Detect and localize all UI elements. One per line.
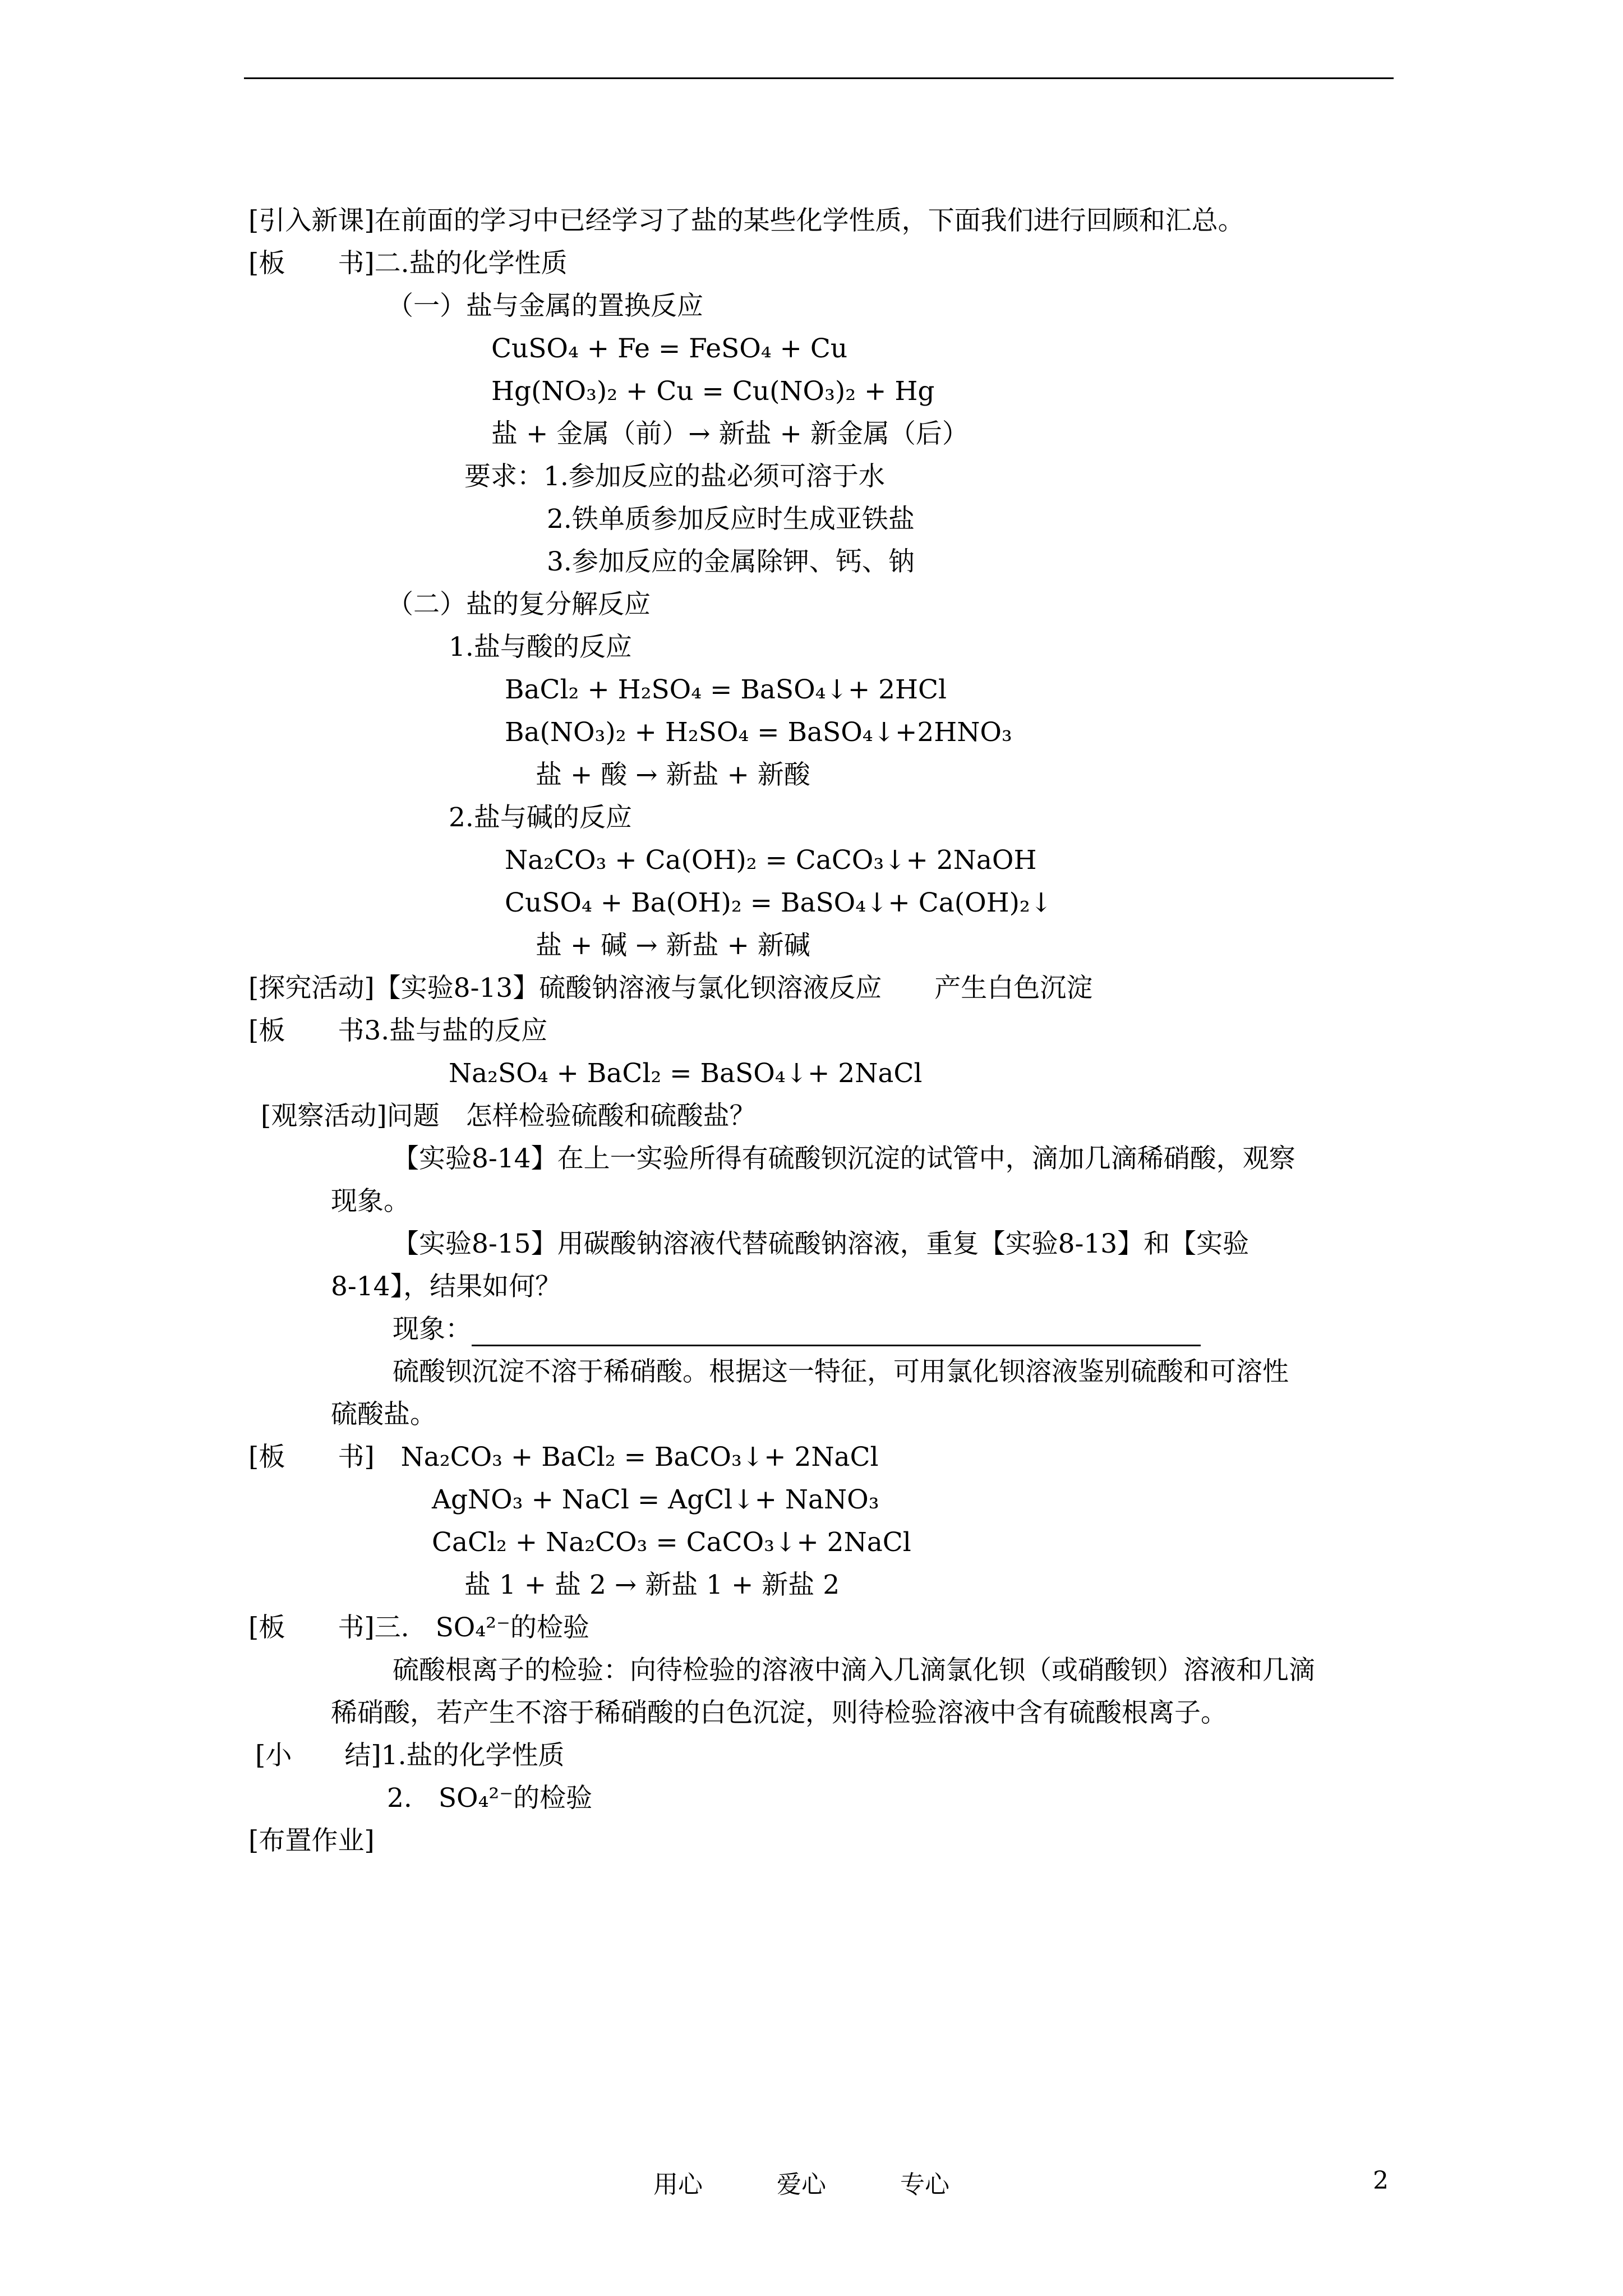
section-heading-double-decomposition: （二）盐的复分解反应: [387, 589, 651, 620]
sulfate-test-paragraph: 硫酸根离子的检验：向待检验的溶液中滴入几滴氯化钡（或硝酸钡）溶液和几滴: [393, 1655, 1315, 1686]
sulfate-test-paragraph: 稀硝酸，若产生不溶于稀硝酸的白色沉淀，则待检验溶液中含有硫酸根离子。: [331, 1697, 1227, 1728]
page-number: 2: [1373, 2166, 1389, 2195]
requirement-line: 要求：1.参加反应的盐必须可溶于水: [464, 461, 885, 492]
section-heading-displacement: （一）盐与金属的置换反应: [387, 291, 703, 321]
general-formula: 盐 + 碱 → 新盐 + 新碱: [536, 930, 810, 961]
observation-activity-line: [观察活动]问题 怎样检验硫酸和硫酸盐？: [261, 1101, 756, 1131]
experiment-paragraph: 现象。: [331, 1186, 410, 1217]
board-heading-chemical-properties: [板 书]二.盐的化学性质: [248, 248, 568, 279]
summary-line: 2. SO₄²⁻的检验: [387, 1783, 593, 1814]
conclusion-paragraph: 硫酸盐。: [331, 1399, 436, 1430]
phenomenon-label: 现象：: [393, 1314, 472, 1345]
intro-line: [引入新课]在前面的学习中已经学习了盐的某些化学性质，下面我们进行回顾和汇总。: [248, 205, 1244, 236]
inquiry-activity-line: [探究活动]【实验8-13】硫酸钠溶液与氯化钡溶液反应 产生白色沉淀: [248, 973, 1093, 1004]
equation-line: Ba(NO₃)₂ + H₂SO₄ = BaSO₄↓+2HNO₃: [505, 717, 1012, 748]
requirement-line: 2.铁单质参加反应时生成亚铁盐: [547, 504, 915, 535]
phenomenon-blank[interactable]: [472, 1320, 1201, 1346]
summary-line: [小 结]1.盐的化学性质: [255, 1740, 565, 1771]
board-heading-salt-salt: [板 书3.盐与盐的反应: [248, 1015, 548, 1046]
board-equation-line: [板 书] Na₂CO₃ + BaCl₂ = BaCO₃↓+ 2NaCl: [248, 1442, 879, 1473]
equation-line: Hg(NO₃)₂ + Cu = Cu(NO₃)₂ + Hg: [491, 376, 935, 407]
equation-line: Na₂CO₃ + Ca(OH)₂ = CaCO₃↓+ 2NaOH: [505, 845, 1037, 876]
equation-line: BaCl₂ + H₂SO₄ = BaSO₄↓+ 2HCl: [505, 674, 947, 705]
equation-line: Na₂SO₄ + BaCl₂ = BaSO₄↓+ 2NaCl: [449, 1058, 923, 1089]
equation-line: AgNO₃ + NaCl = AgCl↓+ NaNO₃: [432, 1484, 879, 1515]
experiment-paragraph: 【实验8-14】在上一实验所得有硫酸钡沉淀的试管中，滴加几滴稀硝酸，观察: [393, 1143, 1295, 1174]
footer-motto: 用心 爱心 专心: [653, 2170, 949, 2199]
general-formula: 盐 1 + 盐 2 → 新盐 1 + 新盐 2: [464, 1570, 840, 1600]
header-rule: [244, 77, 1394, 79]
subheading-salt-acid: 1.盐与酸的反应: [449, 632, 632, 662]
subheading-salt-base: 2.盐与碱的反应: [449, 802, 632, 833]
general-formula: 盐 + 金属（前）→ 新盐 + 新金属（后）: [491, 418, 969, 449]
equation-line: CuSO₄ + Fe = FeSO₄ + Cu: [491, 333, 848, 364]
requirement-line: 3.参加反应的金属除钾、钙、钠: [547, 546, 915, 577]
phenomenon-line: [393, 1313, 1201, 1346]
experiment-paragraph: 8-14】，结果如何？: [331, 1271, 562, 1302]
experiment-paragraph: 【实验8-15】用碳酸钠溶液代替硫酸钠溶液，重复【实验8-13】和【实验: [393, 1228, 1249, 1259]
board-heading-sulfate-test: [板 书]三. SO₄²⁻的检验: [248, 1612, 589, 1643]
equation-line: CaCl₂ + Na₂CO₃ = CaCO₃↓+ 2NaCl: [432, 1527, 911, 1558]
equation-line: CuSO₄ + Ba(OH)₂ = BaSO₄↓+ Ca(OH)₂↓: [505, 887, 1053, 918]
conclusion-paragraph: 硫酸钡沉淀不溶于稀硝酸。根据这一特征，可用氯化钡溶液鉴别硫酸和可溶性: [393, 1356, 1289, 1387]
homework-line: [布置作业]: [248, 1825, 375, 1856]
general-formula: 盐 + 酸 → 新盐 + 新酸: [536, 760, 810, 790]
